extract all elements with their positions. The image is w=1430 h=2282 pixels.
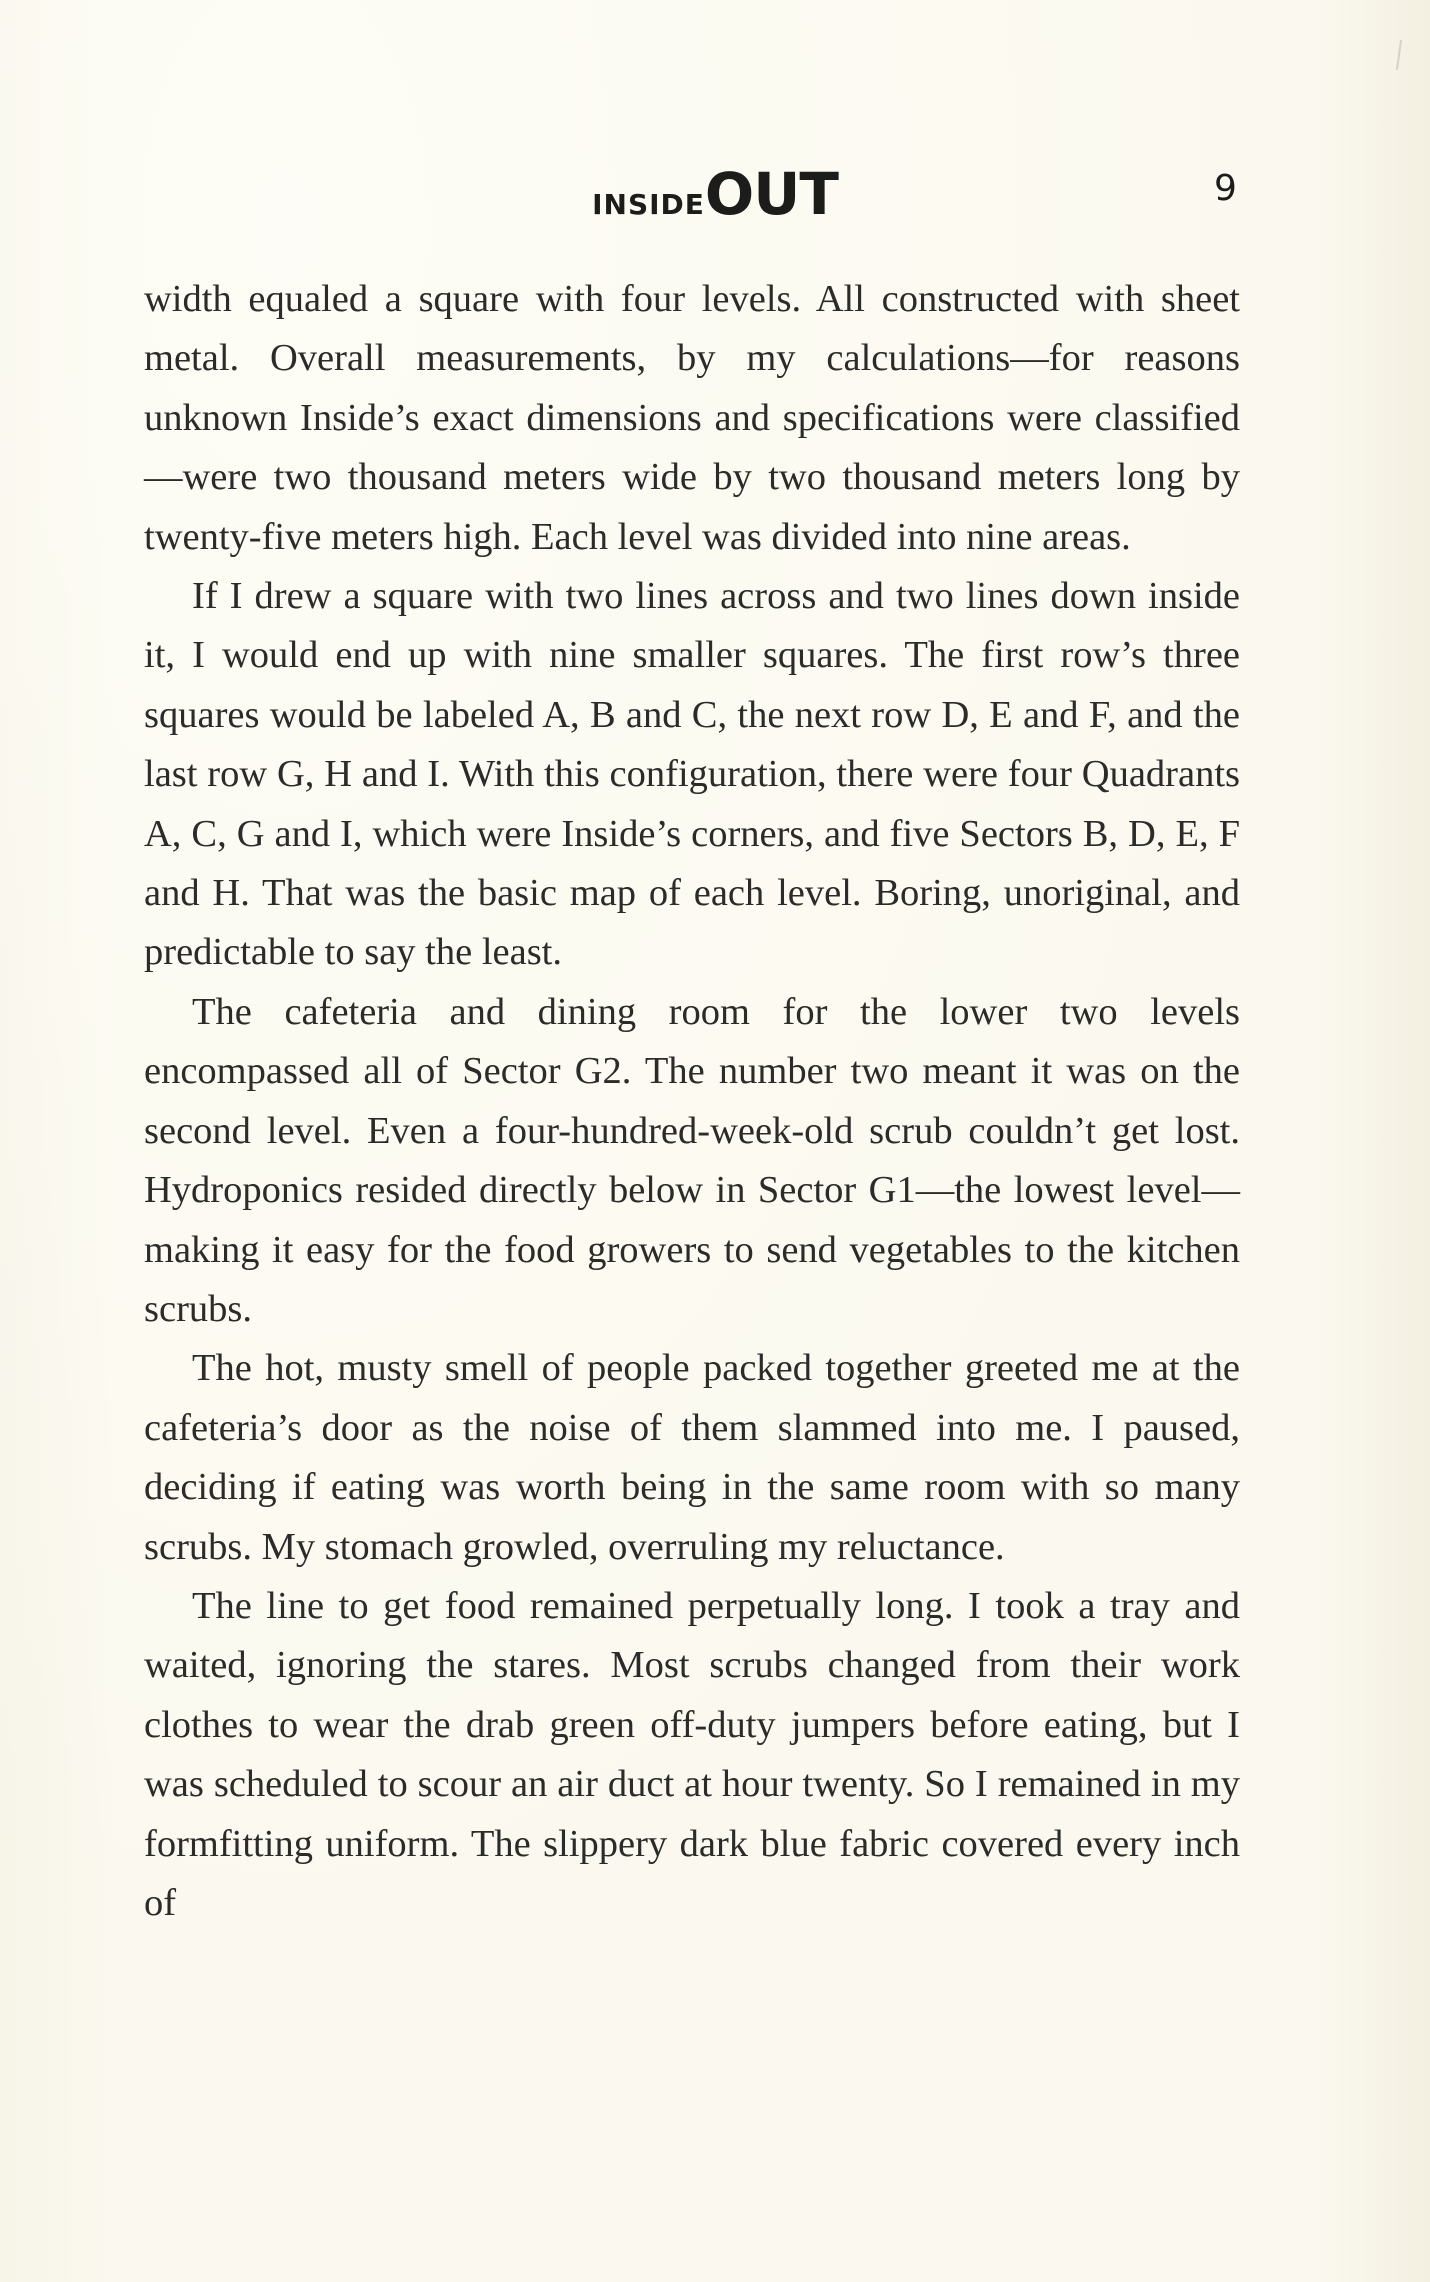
paragraph-5: The line to get food remained perpetually long. I took a tray and waited, ignoring the stares. Most scrubs changed from their work clothes to wear the drab green off-duty jumpers before eating, but I was scheduled to scour an air duct at hour twenty. So I remained in my formfitting uniform. The slippery dark blue fabric covered every inch of — [144, 1584, 1240, 1924]
book-title-inside: INSIDE — [592, 188, 705, 221]
page-number: 9 — [1214, 168, 1237, 209]
paragraph-4: The hot, musty smell of people packed together greeted me at the cafeteria’s door as the noise of them slammed into me. I paused, deciding if eating was worth being in the same room with so many scrubs. My stomach growled, overruling my reluctance. — [144, 1347, 1240, 1568]
running-head — [0, 150, 1430, 228]
paragraph-3: The cafeteria and dining room for the lower two levels encompassed all of Sector G2. The number two meant it was on the second level. Even a four-hundred-week-old scrub couldn’t get lost. Hydroponics resided directly below in Sector G1—the lowest level—making it easy for the food growers to send vegetables to the kitchen scrubs. — [144, 990, 1240, 1330]
paragraph-2: If I drew a square with two lines across and two lines down inside it, I would end up with nine smaller squares. The first row’s three squares would be labeled A, B and C, the next row D, E and F, and the last row G, H and I. With this configuration, there were four Quadrants A, C, G and I, which were Inside’s corners, and five Sectors B, D, E, F and H. That was the basic map of each level. Boring, unoriginal, and predictable to say the least. — [144, 575, 1240, 974]
body-text — [144, 270, 1240, 1933]
book-title-out: OUT — [704, 160, 838, 228]
paragraph-1: width equaled a square with four levels. All constructed with sheet metal. Overall measurements, by my calculations—for reasons unknown Inside’s exact dimensions and specifications were classified—were two thousand meters wide by two thousand meters long by twenty-five meters high. Each level was divided into nine areas. — [144, 278, 1240, 558]
paper-mark — [1396, 40, 1402, 70]
